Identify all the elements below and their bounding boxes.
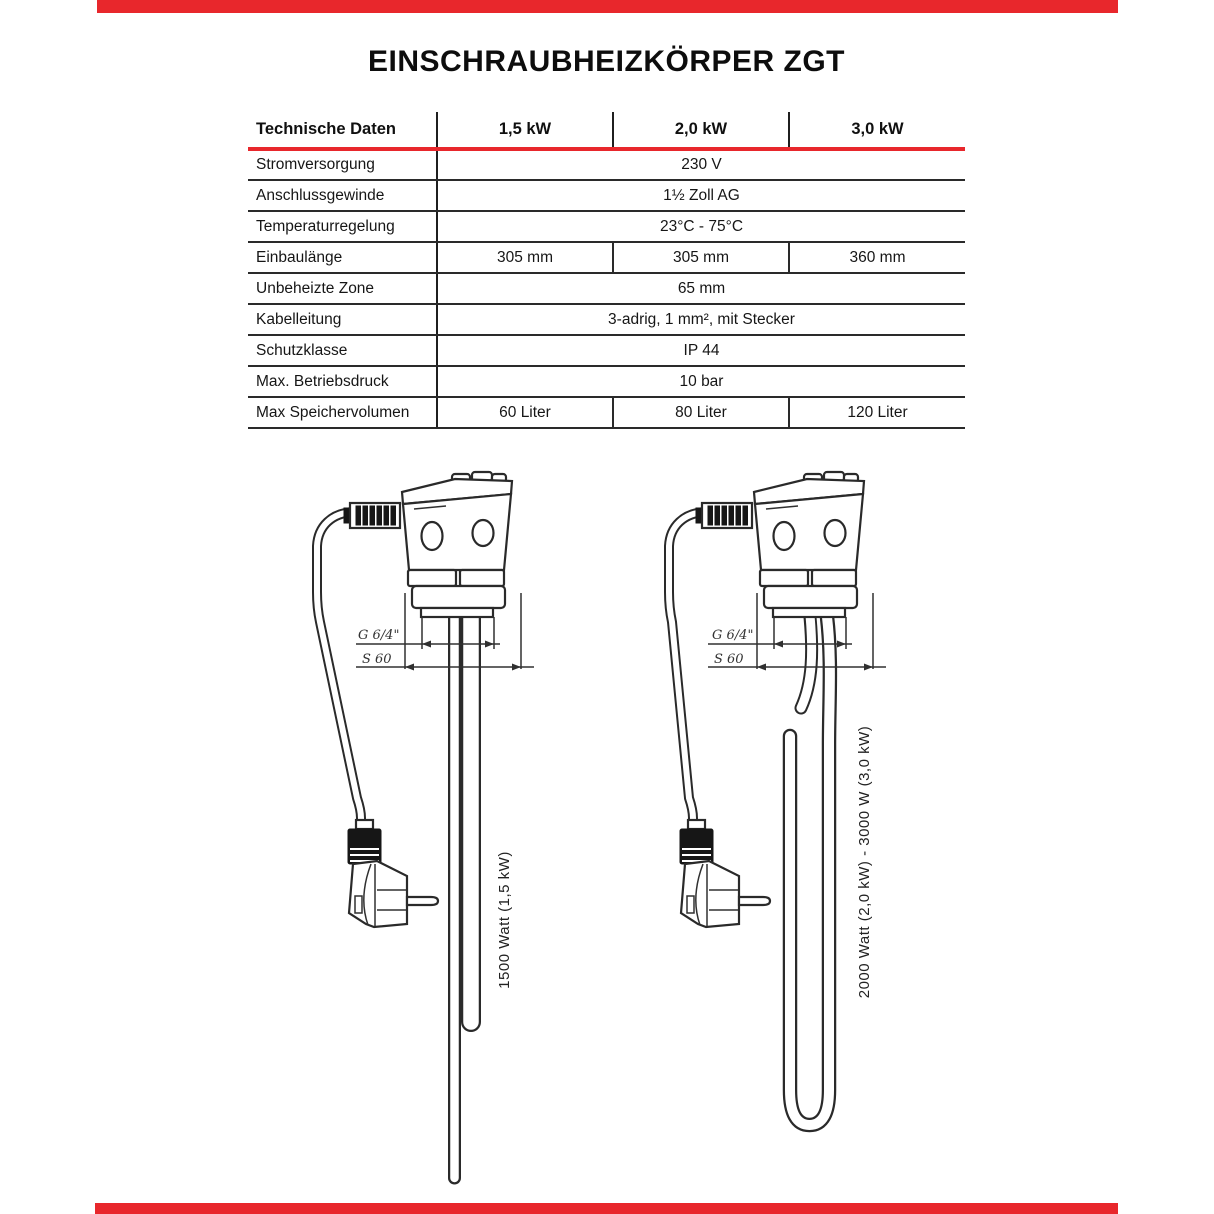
table-row [248, 149, 965, 180]
row-value: 360 mm [789, 242, 965, 273]
table-row [248, 366, 965, 397]
table-header-row [248, 112, 965, 149]
table-row [248, 397, 965, 428]
table-row [248, 273, 965, 304]
table-row [248, 304, 965, 335]
row-label: Max Speichervolumen [248, 397, 437, 428]
table-row [248, 180, 965, 211]
row-value: 80 Liter [613, 397, 789, 428]
column-header: 1,5 kW [437, 112, 613, 149]
heater-drawing-1500w [317, 472, 534, 1178]
heating-rod-u [790, 615, 830, 1125]
row-label: Temperaturregelung [248, 211, 437, 242]
row-value: IP 44 [437, 335, 965, 366]
table-row [248, 242, 965, 273]
column-header: 3,0 kW [789, 112, 965, 149]
row-label: Anschlussgewinde [248, 180, 437, 211]
power-rating-label: 2000 Watt (2,0 kW) - 3000 W (3,0 kW) [856, 725, 873, 999]
technical-drawings [260, 440, 980, 1214]
heating-rod [455, 615, 472, 1178]
heater-drawing-2000-3000w [669, 472, 886, 1125]
power-rating-label: 1500 Watt (1,5 kW) [496, 851, 513, 989]
wrench-dimension-label: S 60 [714, 652, 744, 667]
row-value: 1½ Zoll AG [437, 180, 965, 211]
top-red-bar [97, 0, 1118, 13]
row-value: 60 Liter [437, 397, 613, 428]
wrench-dimension-label: S 60 [362, 652, 392, 667]
table-row [248, 211, 965, 242]
thread-dimension-label: G 6/4" [712, 628, 754, 643]
column-header: Technische Daten [248, 112, 437, 149]
row-label: Einbaulänge [248, 242, 437, 273]
technical-data-table [248, 112, 965, 429]
row-value: 3-adrig, 1 mm², mit Stecker [437, 304, 965, 335]
page-title: EINSCHRAUBHEIZKÖRPER ZGT [367, 45, 845, 78]
row-value: 230 V [437, 149, 965, 180]
schuko-plug [680, 820, 770, 927]
table-row [248, 335, 965, 366]
power-cable [317, 512, 361, 823]
row-label: Kabelleitung [248, 304, 437, 335]
power-cable [669, 512, 705, 823]
row-value: 65 mm [437, 273, 965, 304]
row-label: Max. Betriebsdruck [248, 366, 437, 397]
thread-dimension-label: G 6/4" [358, 628, 400, 643]
row-value: 305 mm [613, 242, 789, 273]
row-value: 120 Liter [789, 397, 965, 428]
heater-head [344, 472, 512, 617]
row-label: Schutzklasse [248, 335, 437, 366]
schuko-plug [348, 820, 438, 927]
row-value: 23°C - 75°C [437, 211, 965, 242]
heater-head [696, 472, 864, 617]
column-header: 2,0 kW [613, 112, 789, 149]
row-value: 305 mm [437, 242, 613, 273]
row-label: Unbeheizte Zone [248, 273, 437, 304]
row-label: Stromversorgung [248, 149, 437, 180]
row-value: 10 bar [437, 366, 965, 397]
